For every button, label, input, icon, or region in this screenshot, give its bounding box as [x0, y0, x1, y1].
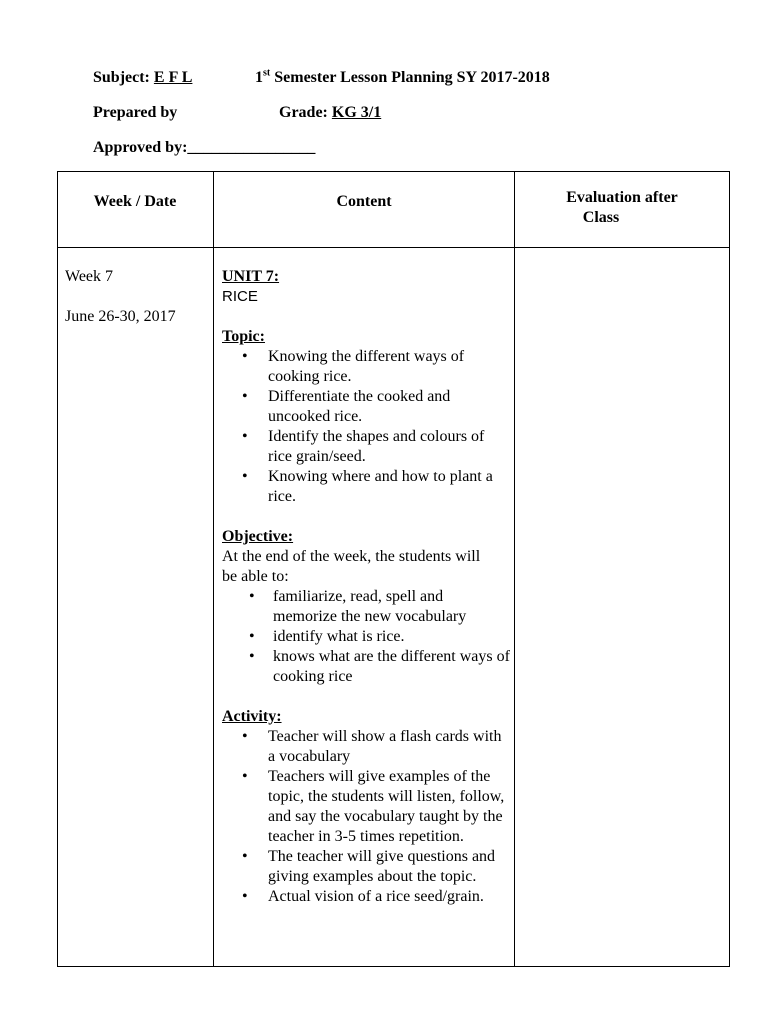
subject-line — [93, 68, 192, 88]
bullet-icon: • — [242, 848, 248, 865]
column-header-content: Content — [336, 193, 392, 210]
evaluation-header-line-2: Class — [582, 209, 620, 226]
bullet-icon: • — [249, 588, 255, 605]
bullet-icon: • — [249, 648, 255, 665]
topic-list — [222, 347, 510, 507]
list-item: • Identify the shapes and colours of rice grain/seed. — [242, 428, 485, 465]
activity-list — [222, 727, 510, 907]
objective-title: Objective: — [222, 528, 294, 545]
bullet-icon: • — [242, 468, 248, 485]
week-label: Week 7 — [65, 268, 114, 285]
semester-title — [255, 68, 550, 88]
bullet-icon: • — [249, 628, 255, 645]
date-range: June 26-30, 2017 — [65, 308, 176, 325]
semester-title-text: Semester Lesson Planning SY 2017-2018 — [270, 69, 550, 86]
list-item: • The teacher will give questions and giving examples about the topic. — [242, 848, 496, 885]
list-item: • Teacher will show a flash cards with a vocabulary — [242, 728, 502, 765]
activity-title: Activity: — [222, 708, 282, 725]
bullet-icon: • — [242, 768, 248, 785]
bullet-icon: • — [242, 428, 248, 445]
evaluation-header-line-1: Evaluation after — [566, 189, 678, 206]
semester-suffix: st — [263, 67, 271, 79]
approved-by-line: Approved by:________________ — [93, 139, 316, 156]
column-divider-1 — [213, 171, 214, 967]
list-item: • Knowing where and how to plant a rice. — [242, 468, 493, 505]
column-header-week-date: Week / Date — [93, 193, 177, 210]
list-item: • Knowing the different ways of cooking rice. — [242, 348, 465, 385]
unit-title: UNIT 7: — [222, 268, 280, 285]
topic-title: Topic: — [222, 328, 265, 345]
list-item: • Teachers will give examples of the topic, the students will listen, follow, and say the vocabulary taught by the teacher in 3-5 times repetition. — [242, 768, 505, 845]
bullet-icon: • — [242, 388, 248, 405]
list-item: • identify what is rice. — [249, 628, 405, 645]
prepared-by-label: Prepared by — [93, 104, 178, 121]
list-item: • Actual vision of a rice seed/grain. — [242, 888, 484, 905]
bullet-icon: • — [242, 728, 248, 745]
column-header-evaluation — [515, 188, 729, 228]
bullet-icon: • — [242, 888, 248, 905]
objective-list — [222, 587, 510, 687]
grade-value: KG 3/1 — [331, 104, 382, 121]
list-item: • knows what are the different ways of cooking rice — [249, 648, 510, 685]
unit-name: RICE — [222, 288, 258, 305]
grade-line — [279, 103, 381, 123]
grade-label: Grade: — [279, 104, 332, 121]
evaluation-cell — [515, 248, 729, 966]
objective-intro: At the end of the week, the students will be able to: — [222, 548, 481, 585]
subject-value: E F L — [153, 69, 193, 86]
subject-label: Subject: — [93, 69, 154, 86]
list-item: • familiarize, read, spell and memorize the new vocabulary — [249, 588, 467, 625]
list-item: • Differentiate the cooked and uncooked rice. — [242, 388, 451, 425]
bullet-icon: • — [242, 348, 248, 365]
semester-number: 1 — [255, 69, 263, 86]
content-cell — [222, 267, 510, 907]
